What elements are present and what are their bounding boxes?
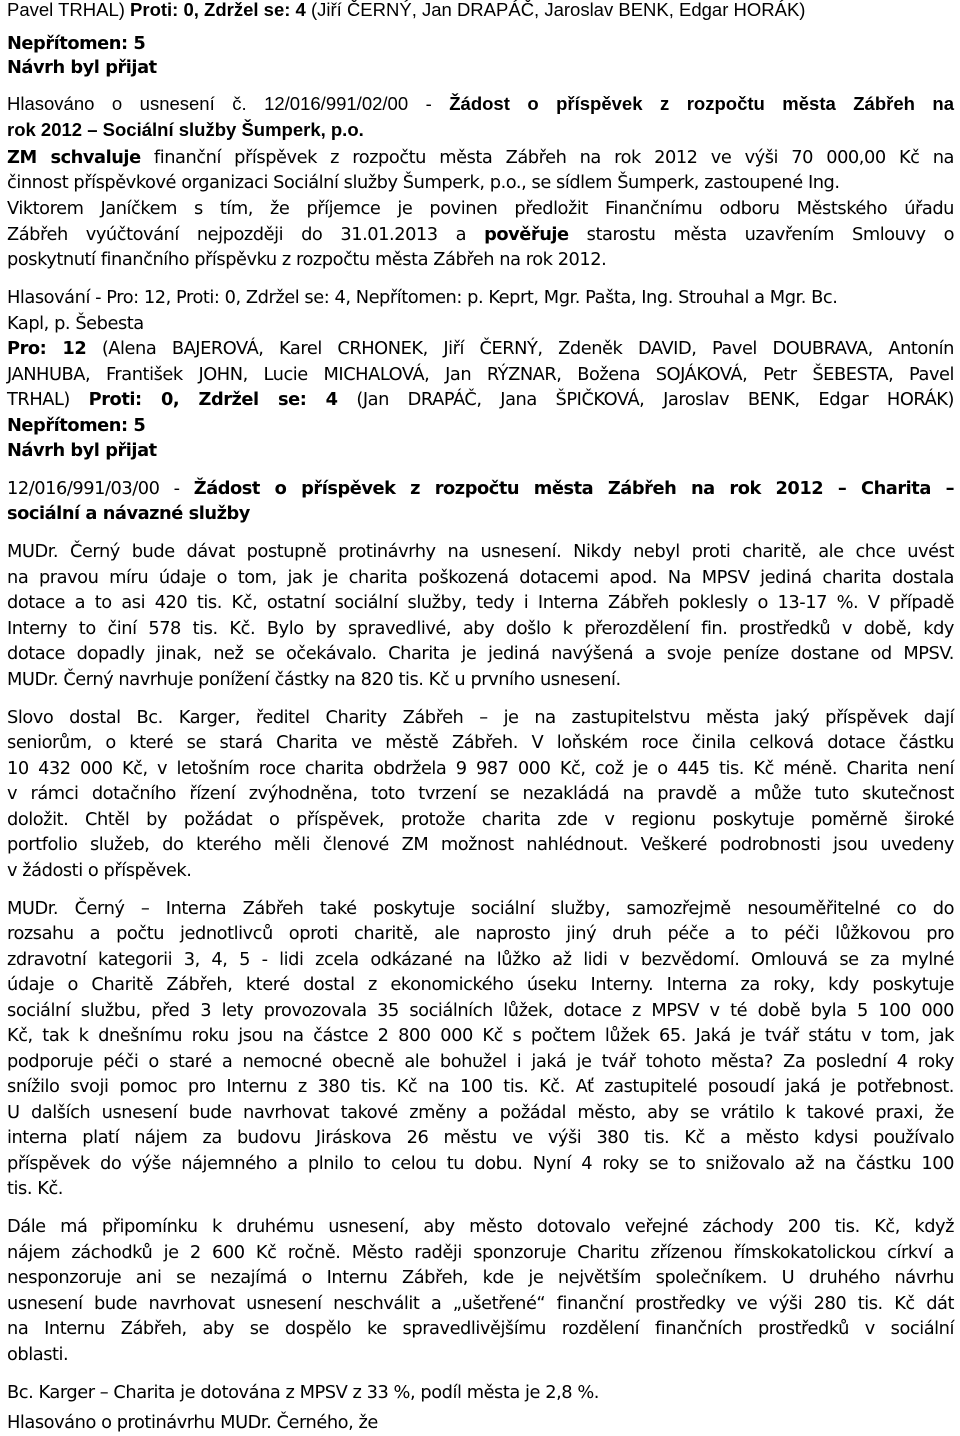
text-line bbox=[7, 1214, 954, 1240]
text-run: oblasti. bbox=[7, 1344, 69, 1365]
text-line bbox=[7, 0, 805, 24]
text-run: 12/016/991/03/00 - bbox=[7, 478, 194, 499]
text-line bbox=[7, 91, 954, 118]
text-run: snížilo svoji pomoc pro Internu z 380 tis. Kč na 100 tis. Kč. Ať zastupitelé posoudí jaká je potřebnost. bbox=[7, 1076, 954, 1097]
text-run: (Alena BAJEROVÁ, Karel CRHONEK, Jiří ČERNÝ, Zdeněk DAVID, Pavel DOUBRAVA, Antonín bbox=[86, 338, 954, 359]
bold-text: Žádost o příspěvek z rozpočtu města Zábřeh na bbox=[449, 93, 954, 114]
text-line bbox=[7, 362, 954, 388]
text-line bbox=[7, 539, 954, 565]
text-line bbox=[7, 705, 954, 731]
text-line bbox=[7, 998, 954, 1024]
bold-text: Žádost o příspěvek z rozpočtu města Zábřeh na rok 2012 – Charita – bbox=[193, 478, 955, 499]
text-line bbox=[7, 1380, 599, 1406]
text-line bbox=[7, 921, 954, 947]
text-line bbox=[7, 832, 954, 858]
text-line bbox=[7, 896, 954, 922]
text-run: v rámci dotačního řízení zvýhodněna, toto tvrzení se nezakládá na pravdě a může tuto skutečnost bbox=[7, 783, 954, 804]
text-run: Zábřeh vyúčtování nejpozději do 31.01.2013 a bbox=[7, 224, 485, 245]
text-line bbox=[7, 807, 954, 833]
text-run: činnost příspěvkové organizaci Sociální služby Šumperk, p.o., se sídlem Šumperk, zastoupené Ing. bbox=[7, 172, 840, 193]
text-line bbox=[7, 336, 954, 362]
text-run: tis. Kč. bbox=[7, 1178, 63, 1199]
text-run: podporuje péči o staré a nemocné obecně ale bohužel i jaká je tvář tohoto města? Za poslední 4 roky bbox=[7, 1051, 954, 1072]
bold-text: Návrh byl přijat bbox=[7, 57, 157, 78]
text-run: MUDr. Černý navrhuje ponížení částky na 820 tis. Kč u prvního usnesení. bbox=[7, 669, 621, 690]
text-run: údaje o Charitě Zábřeh, které dostal z ekonomického úseku Interny. Interna za roky, kdy poskytuje bbox=[7, 974, 954, 995]
text-line bbox=[7, 1265, 954, 1291]
text-run: dotace dopadly jinak, než se očekávalo. Charita je jediná navýšená a svoje peníze dostane od MPSV. bbox=[7, 643, 954, 664]
text-run: Slovo dostal Bc. Karger, ředitel Charity Zábřeh – je na zastupitelstvu města jaký příspěvek dají bbox=[7, 707, 954, 728]
text-line bbox=[7, 387, 954, 413]
text-run: MUDr. Černý bude dávat postupně protinávrhy na usnesení. Nikdy nebyl proti charitě, ale chce uvést bbox=[7, 541, 954, 562]
text-line bbox=[7, 311, 144, 337]
text-run: 10 432 000 Kč, v letošním roce charita obdržela 9 987 000 Kč, což je o 445 tis. Kč méně. Charita není bbox=[7, 758, 954, 779]
text-run: doložit. Chtěl by požádat o příspěvek, protože charita zde v regionu poskytuje poměrně široké bbox=[7, 809, 954, 830]
text-line bbox=[7, 1342, 68, 1368]
text-line bbox=[7, 756, 954, 782]
text-run: (Jan DRAPÁČ, Jana ŠPIČKOVÁ, Jaroslav BENK, Edgar HORÁK) bbox=[337, 389, 954, 410]
text-line bbox=[7, 55, 157, 81]
text-line bbox=[7, 565, 954, 591]
text-run: v žádosti o příspěvek. bbox=[7, 860, 192, 881]
text-run: seniorům, o které se stará Charita ve městě Zábřeh. V loňském roce činila celková dotace částku bbox=[7, 732, 954, 753]
text-line bbox=[7, 590, 954, 616]
text-line bbox=[7, 196, 954, 222]
text-run: Kč, tak k dnešnímu roku jsou na částce 2 800 000 Kč s počtem lůžek 65. Jaká je tvář státu v tom, jak bbox=[7, 1025, 954, 1046]
text-run: interna platí nájem za budovu Jiráskova 26 městu ve výši 380 tis. Kč a město kdysi používalo bbox=[7, 1127, 954, 1148]
text-line bbox=[7, 117, 364, 144]
text-line bbox=[7, 1049, 954, 1075]
text-run: Pavel TRHAL) bbox=[7, 0, 131, 20]
text-run: dotace a to asi 420 tis. Kč, ostatní sociální služby, tedy i Interna Zábřeh poklesly o 13-17 %. V případě bbox=[7, 592, 954, 613]
bold-text: sociální a návazné služby bbox=[7, 503, 250, 524]
text-line bbox=[7, 1176, 63, 1202]
bold-text: rok 2012 – Sociální služby Šumperk, p.o. bbox=[7, 119, 364, 140]
text-line bbox=[7, 641, 954, 667]
text-line bbox=[7, 1316, 954, 1342]
text-run: sociální službu, před 3 lety provozovala 35 sociálních lůžek, dotace z MPSV v té době byla 5 100 000 bbox=[7, 1000, 954, 1021]
text-run: příspěvek do výše nájemného a plnilo to celou tu dobu. Nyní 4 roky se to snižovalo až na částku 100 bbox=[7, 1153, 954, 1174]
text-line bbox=[7, 247, 606, 273]
text-line bbox=[7, 476, 954, 502]
text-run: Viktorem Janíčkem s tím, že příjemce je povinen předložit Finančnímu odboru Městského úřadu bbox=[7, 198, 954, 219]
text-line bbox=[7, 858, 191, 884]
text-run: na pravou míru údaje o tom, jak je charita poškozená dotacemi apod. Na MPSV jediná charita dostala bbox=[7, 567, 954, 588]
text-run: (Jiří ČERNÝ, Jan DRAPÁČ, Jaroslav BENK, Edgar HORÁK) bbox=[305, 0, 806, 20]
text-run: portfolio služeb, do kterého měli členové ZM možnost nahlédnout. Veškeré podrobnosti jsou uvedeny bbox=[7, 834, 954, 855]
text-line bbox=[7, 1125, 954, 1151]
bold-text: ZM schvaluje bbox=[7, 147, 141, 168]
text-line bbox=[7, 1410, 378, 1436]
bold-text: pověřuje bbox=[484, 224, 569, 245]
text-line bbox=[7, 972, 954, 998]
text-line bbox=[7, 1151, 954, 1177]
text-run: TRHAL) bbox=[7, 389, 89, 410]
text-run: Kapl, p. Šebesta bbox=[7, 313, 144, 334]
bold-text: Proti: 0, Zdržel se: 4 bbox=[130, 0, 306, 20]
text-run: 12/016/991/02/00 - bbox=[264, 93, 450, 114]
text-line bbox=[7, 667, 621, 693]
text-line bbox=[7, 222, 954, 248]
text-run: Hlasováno o protinávrhu MUDr. Černého, že bbox=[7, 1412, 378, 1433]
text-line bbox=[7, 1023, 954, 1049]
text-run: usnesení bude navrhovat usnesení neschválit a „ušetřené“ finanční prostředky ve výši 280 tis. Kč dát bbox=[7, 1293, 954, 1314]
text-line bbox=[7, 170, 840, 196]
bold-text: Nepřítomen: 5 bbox=[7, 415, 146, 436]
bold-text: Návrh byl přijat bbox=[7, 440, 157, 461]
text-run: Dále má připomínku k druhému usnesení, aby město dotovalo veřejné záchody 200 tis. Kč, když bbox=[7, 1216, 954, 1237]
text-line bbox=[7, 947, 954, 973]
text-line bbox=[7, 285, 837, 311]
text-run: nesponzoruje ani se nezajímá o Internu Zábřeh, kde je největším společníkem. U druhého návrhu bbox=[7, 1267, 954, 1288]
text-line bbox=[7, 413, 145, 439]
text-run: na Internu Zábřeh, aby se dospělo ke spravedlivějšímu rozdělení finančních prostředků v sociální bbox=[7, 1318, 954, 1339]
text-run: zdravotní kategorii 3, 4, 5 - lidi zcela odkázané na lůžko až lidi v bezvědomí. Omlouvá se za mylné bbox=[7, 949, 954, 970]
text-run: JANHUBA, František JOHN, Lucie MICHALOVÁ, Jan RÝZNAR, Božena SOJÁKOVÁ, Petr ŠEBESTA, Pavel bbox=[7, 364, 954, 385]
text-line bbox=[7, 501, 250, 527]
text-line bbox=[7, 1100, 954, 1126]
text-run: Hlasováno o usnesení č. bbox=[7, 93, 265, 114]
bold-text: Nepřítomen: 5 bbox=[7, 33, 146, 54]
text-line bbox=[7, 616, 954, 642]
text-line bbox=[7, 1074, 954, 1100]
text-run: U dalších usnesení bude navrhovat takové změny a požádal město, aby se vrátilo k takové praxi, že bbox=[7, 1102, 954, 1123]
text-line bbox=[7, 438, 157, 464]
text-line bbox=[7, 31, 145, 57]
text-run: MUDr. Černý – Interna Zábřeh také poskytuje sociální služby, samozřejmě nesouměřitelné co do bbox=[7, 898, 954, 919]
text-run: starostu města uzavřením Smlouvy o bbox=[568, 224, 954, 245]
text-line bbox=[7, 145, 954, 171]
text-run: Hlasování - Pro: 12, Proti: 0, Zdržel se: 4, Nepřítomen: p. Keprt, Mgr. Pašta, Ing. Strouhal a Mgr. Bc. bbox=[7, 287, 838, 308]
text-run: Interny to činí 578 tis. Kč. Bylo by spravedlivé, aby došlo k přerozdělení fin. prostředků v době, kdy bbox=[7, 618, 954, 639]
bold-text: Proti: 0, Zdržel se: 4 bbox=[88, 389, 338, 410]
text-line bbox=[7, 730, 954, 756]
text-line bbox=[7, 1240, 954, 1266]
text-run: rozsahu a počtu jednotlivců oproti charitě, ale naprosto jiný druh péče a to péči lůžkovou pro bbox=[7, 923, 954, 944]
text-line bbox=[7, 1291, 954, 1317]
text-run: Bc. Karger – Charita je dotována z MPSV z 33 %, podíl města je 2,8 %. bbox=[7, 1382, 599, 1403]
text-line bbox=[7, 781, 954, 807]
bold-text: Pro: 12 bbox=[7, 338, 87, 359]
text-run: nájem záchodků je 2 600 Kč ročně. Město raději sponzoruje Charitu zřízenou římskokatolickou církví a bbox=[7, 1242, 954, 1263]
text-run: finanční příspěvek z rozpočtu města Zábřeh na rok 2012 ve výši 70 000,00 Kč na bbox=[140, 147, 954, 168]
text-run: poskytnutí finančního příspěvku z rozpočtu města Zábřeh na rok 2012. bbox=[7, 249, 607, 270]
